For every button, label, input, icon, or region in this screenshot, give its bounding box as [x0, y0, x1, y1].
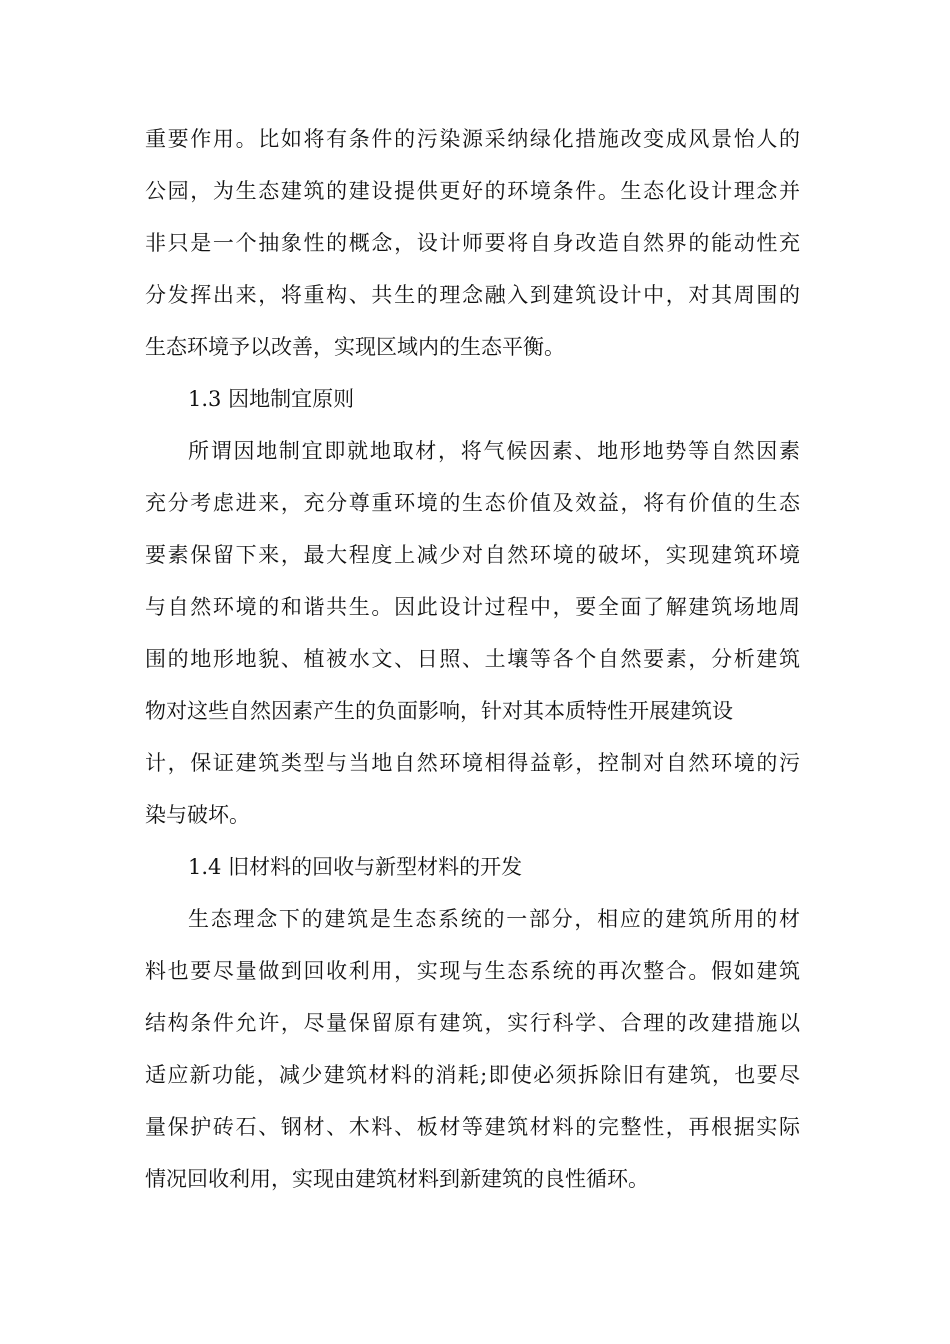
paragraph-ecological-design: [145, 113, 800, 373]
text-line: 物对这些自然因素产生的负面影响，针对其本质特性开展建筑设: [145, 699, 733, 723]
text-line: 非只是一个抽象性的概念，设计师要将自身改造自然界的能动性充: [145, 231, 800, 255]
paragraph-material-recycling: [145, 893, 800, 1205]
text-line: 结构条件允许，尽量保留原有建筑，实行科学、合理的改建措施以: [145, 1011, 800, 1035]
text-line: 充分考虑进来，充分尊重环境的生态价值及效益，将有价值的生态: [145, 491, 800, 515]
text-line: 重要作用。比如将有条件的污染源采纳绿化措施改变成风景怡人的: [145, 127, 800, 151]
text-line: 公园，为生态建筑的建设提供更好的环境条件。生态化设计理念并: [145, 179, 800, 203]
text-line: 分发挥出来，将重构、共生的理念融入到建筑设计中，对其周围的: [145, 283, 800, 307]
section-heading-1-4: 1.4 旧材料的回收与新型材料的开发: [188, 855, 523, 879]
text-line: 围的地形地貌、植被水文、日照、土壤等各个自然要素，分析建筑: [145, 647, 800, 671]
section-heading-1-3: 1.3 因地制宜原则: [188, 387, 355, 411]
text-line: 计，保证建筑类型与当地自然环境相得益彰，控制对自然环境的污: [145, 751, 800, 775]
text-line: 生态理念下的建筑是生态系统的一部分，相应的建筑所用的材: [188, 907, 800, 931]
text-line: 情况回收利用，实现由建筑材料到新建筑的良性循环。: [145, 1167, 649, 1191]
text-line: 与自然环境的和谐共生。因此设计过程中，要全面了解建筑场地周: [145, 595, 800, 619]
text-line: 料也要尽量做到回收利用，实现与生态系统的再次整合。假如建筑: [145, 959, 800, 983]
text-line: 生态环境予以改善，实现区域内的生态平衡。: [145, 335, 565, 359]
text-line: 量保护砖石、钢材、木料、板材等建筑材料的完整性，再根据实际: [145, 1115, 800, 1139]
text-line: 所谓因地制宜即就地取材，将气候因素、地形地势等自然因素: [188, 439, 800, 463]
text-line: 适应新功能，减少建筑材料的消耗;即使必须拆除旧有建筑，也要尽: [145, 1063, 800, 1087]
text-line: 要素保留下来，最大程度上减少对自然环境的破坏，实现建筑环境: [145, 543, 800, 567]
paragraph-local-conditions: [145, 425, 800, 841]
text-line: 染与破坏。: [145, 803, 250, 827]
document-body: [145, 113, 800, 1205]
